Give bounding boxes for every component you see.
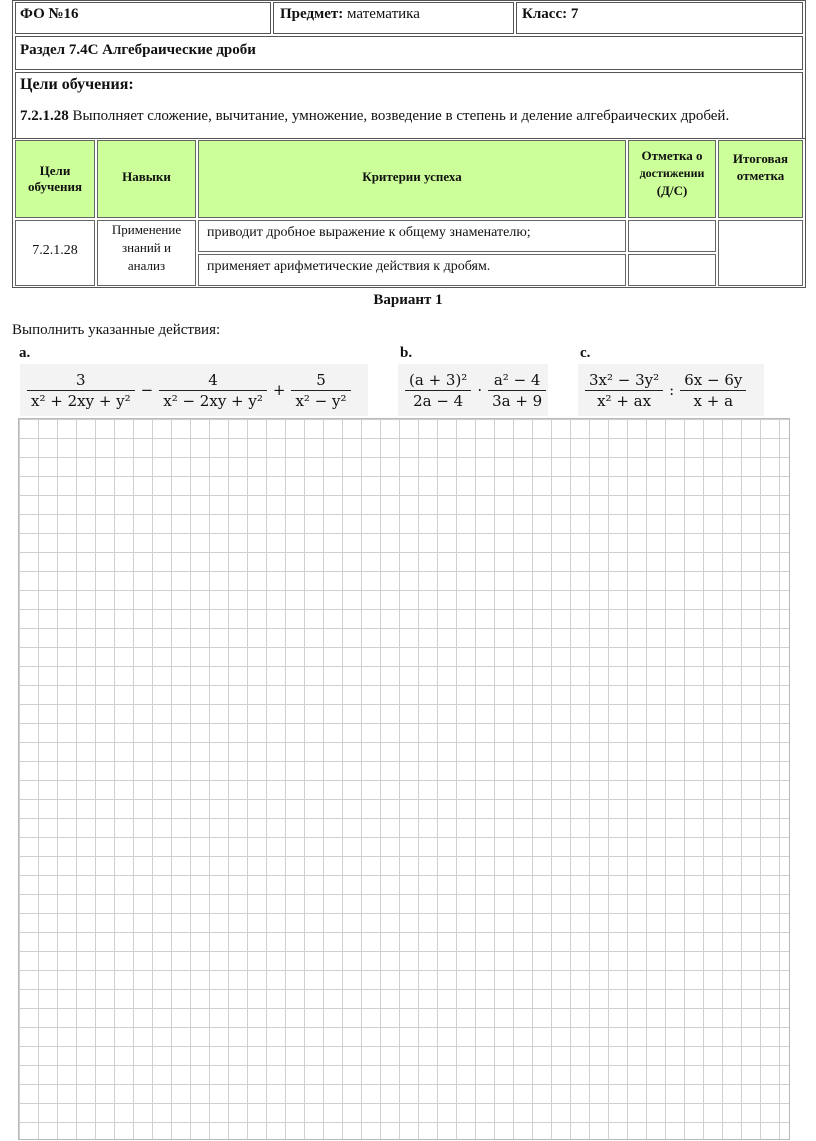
subject-value: математика [347,6,420,22]
task-b-fraction-2 [488,370,546,411]
th-skills-text: Навыки [122,169,171,184]
th-mark-l1: Отметка о [641,148,703,163]
th-goals [15,140,95,218]
td-mark-2[interactable] [628,254,716,286]
task-c-fraction-2 [680,370,746,411]
fraction-numerator: 6x − 6y [684,370,743,389]
td-skill [97,220,196,286]
goal-text: Выполняет сложение, вычитание, умножение, возведение в степень и деление алгебраических дробей. [72,108,730,124]
td-criterion-2 [198,254,626,286]
fraction-denominator: 2a − 4 [413,391,464,410]
fraction-denominator: x² + ax [597,391,652,410]
fraction-numerator: 3 [76,370,86,389]
goal-code: 7.2.1.28 [20,108,69,124]
td-criterion-1 [198,220,626,252]
td-final[interactable] [718,220,803,286]
task-c-expression [578,364,764,416]
th-skills [97,140,196,218]
fraction-denominator: x² − 2xy + y² [163,391,263,410]
th-mark [628,140,716,218]
td-skill-l2: знаний и [122,240,171,255]
th-criteria-text: Критерии успеха [362,169,462,184]
goal-description [20,108,729,125]
task-a-fraction-2 [159,370,267,411]
task-a-fraction-1 [27,370,135,411]
th-final-l2: отметка [736,168,785,183]
task-b-expression [398,364,548,416]
goals-label: Цели обучения: [20,76,134,93]
fo-number: ФО №16 [20,6,79,22]
task-c-label: c. [580,345,591,361]
td-goal [15,220,95,286]
section-title: Раздел 7.4С Алгебраические дроби [20,42,256,58]
th-goals-l1: Цели [39,163,71,178]
task-b-label: b. [400,345,413,361]
task-b-fraction-1 [405,370,471,411]
th-final-l1: Итоговая [732,151,789,166]
td-criterion-1-text: приводит дробное выражение к общему знаменателю; [207,225,531,240]
td-skill-l1: Применение [111,222,182,237]
fraction-numerator: a² − 4 [493,370,541,389]
subject [280,6,420,23]
fraction-denominator: x² − y² [295,391,347,410]
variant-title: Вариант 1 [373,292,443,308]
fraction-numerator: 3x² − 3y² [589,370,660,389]
th-goals-l2: обучения [27,179,83,194]
instruction: Выполнить указанные действия: [12,322,221,338]
fraction-numerator: (a + 3)² [409,370,468,389]
minus-operator: − [140,381,154,399]
fraction-numerator: 4 [208,370,218,389]
th-criteria [198,140,626,218]
td-skill-l3: анализ [127,258,166,273]
answer-grid[interactable] [18,418,790,1140]
plus-operator: + [272,381,286,399]
fraction-denominator: x² + 2xy + y² [31,391,131,410]
td-mark-1[interactable] [628,220,716,252]
class-label: Класс: 7 [522,6,579,22]
fraction-numerator: 5 [316,370,326,389]
task-a-label: a. [19,345,31,361]
td-goal-code: 7.2.1.28 [32,243,78,258]
th-final [718,140,803,218]
fraction-denominator: 3a + 9 [492,391,543,410]
subject-label: Предмет: [280,6,344,22]
task-a-fraction-3 [291,370,350,411]
th-mark-l3: (Д/С) [656,183,688,198]
fraction-denominator: x + a [693,391,734,410]
multiply-operator: · [477,381,483,399]
th-mark-l2: достижении [639,166,705,180]
td-criterion-2-text: применяет арифметические действия к дробям. [207,259,491,274]
divide-operator: : [669,381,675,399]
task-a-expression [20,364,368,416]
task-c-fraction-1 [585,370,663,411]
